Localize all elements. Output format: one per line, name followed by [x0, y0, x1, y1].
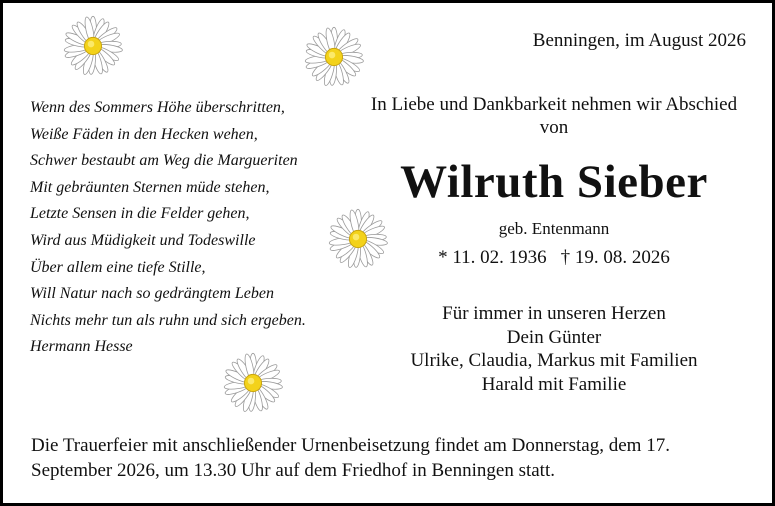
daisy-icon — [301, 24, 367, 90]
deceased-name: Wilruth Sieber — [400, 156, 708, 208]
poem-line: Wenn des Sommers Höhe überschritten, — [30, 99, 285, 116]
mourners — [348, 302, 760, 396]
poem-line: Letzte Sensen in die Felder gehen, — [30, 205, 250, 223]
intro-line: In Liebe und Dankbarkeit nehmen wir Abschied — [370, 94, 738, 115]
daisy-icon — [60, 13, 126, 79]
funeral-service-notice: Die Trauerfeier mit anschließender Urnenbeisetzung findet am Donnerstag, dem 17. September 2026, um 13.30 Uhr auf dem Friedhof in Benningen statt. — [31, 435, 670, 481]
poem-line: Wird aus Müdigkeit und Todeswille — [30, 231, 256, 249]
place-date: Benningen, im August 2026 — [532, 30, 746, 51]
poem-line: Schwer bestaubt am Weg die Margueriten — [30, 152, 298, 170]
death-date: † 19. 08. 2026 — [560, 247, 670, 268]
mourner-line: Harald mit Familie — [481, 373, 627, 395]
daisy-icon — [325, 206, 391, 272]
farewell-intro — [348, 93, 760, 139]
intro-line: von — [539, 117, 569, 138]
mourner-line: Für immer in unseren Herzen — [442, 303, 666, 324]
life-dates — [348, 247, 760, 269]
birth-name: geb. Entenmann — [498, 219, 610, 238]
poem — [30, 95, 306, 361]
poem-line: Mit gebräunten Sternen müde stehen, — [30, 178, 270, 196]
birth-date: * 11. 02. 1936 — [438, 247, 547, 268]
mourner-line: Ulrike, Claudia, Markus mit Familien — [410, 350, 698, 371]
poem-line: Über allem eine tiefe Stille, — [30, 258, 206, 276]
poem-line: Will Natur nach so gedrängtem Leben — [30, 285, 274, 303]
poem-line: Nichts mehr tun als ruhn und sich ergeben. — [30, 311, 306, 329]
poem-line: Weiße Fäden in den Hecken wehen, — [30, 125, 258, 143]
daisy-icon — [220, 350, 286, 416]
poem-author: Hermann Hesse — [30, 338, 133, 356]
mourner-line: Dein Günter — [506, 326, 602, 348]
